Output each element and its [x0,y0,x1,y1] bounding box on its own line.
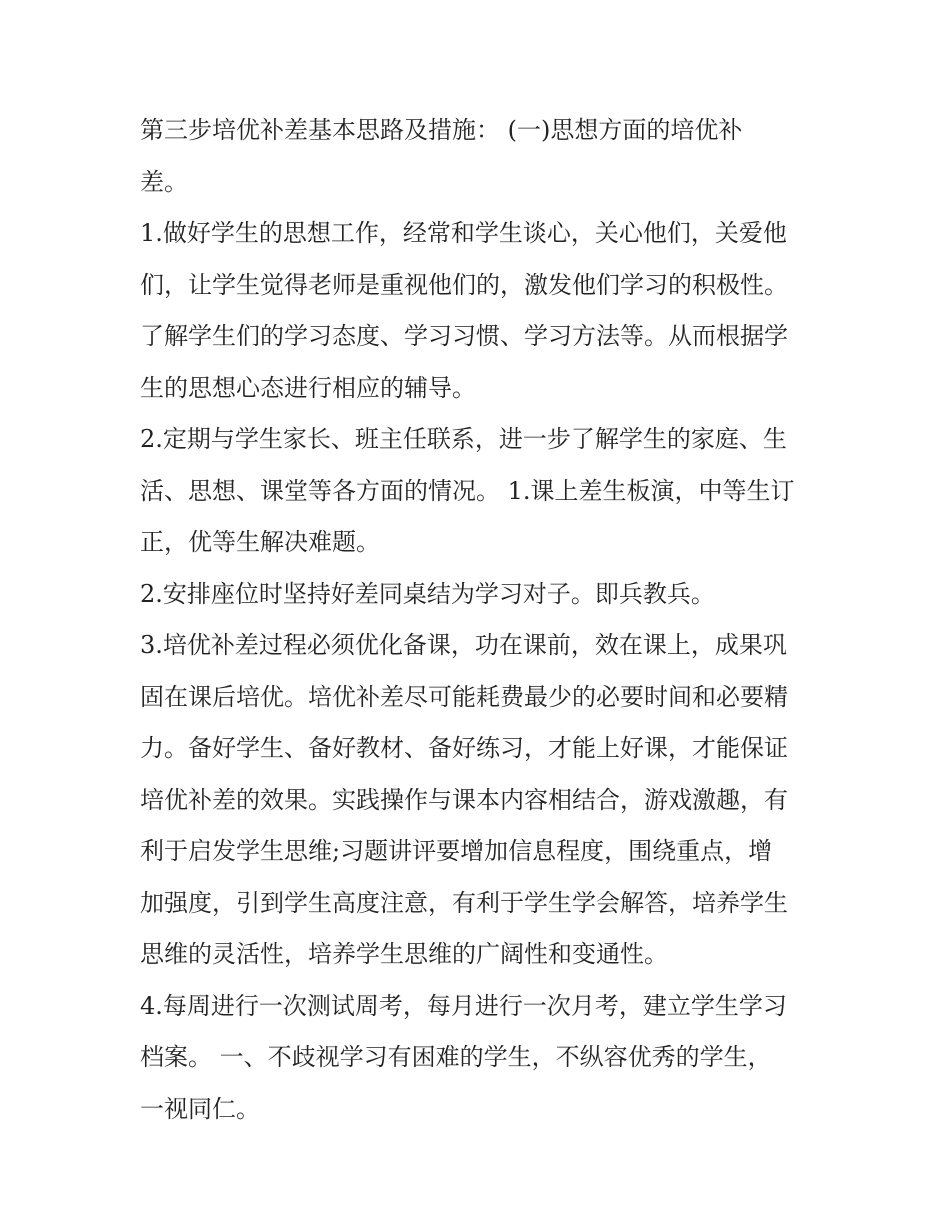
text-line: 3.培优补差过程必须优化备课，功在课前，效在课上，成果巩 [140,631,787,659]
text-line: 正，优等生解决难题。 [140,528,380,556]
text-line: 2.定期与学生家长、班主任联系，进一步了解学生的家庭、生 [140,425,787,453]
text-line: 1.做好学生的思想工作，经常和学生谈心，关心他们，关爱他 [140,219,787,247]
text-line: 了解学生们的学习态度、学习习惯、学习方法等。从而根据学 [140,322,788,350]
text-line: 培优补差的效果。实践操作与课本内容相结合，游戏激趣，有 [140,785,788,814]
text-line: 力。备好学生、备好教材、备好练习，才能上好课，才能保证 [140,734,788,762]
text-line: 差。 [140,167,188,196]
text-line: 加强度，引到学生高度注意，有利于学生学会解答，培养学生 [140,888,788,917]
text-line: 利于启发学生思维;习题讲评要增加信息程度，围绕重点，增 [140,837,773,865]
text-line: 一视同仁。 [140,1094,260,1123]
text-line: 思维的灵活性，培养学生思维的广阔性和变通性。 [140,940,668,968]
text-line: 4.每周进行一次测试周考，每月进行一次月考，建立学生学习 [140,991,787,1020]
text-line: 2.安排座位时坚持好差同桌结为学习对子。即兵教兵。 [140,579,715,608]
text-line: 第三步培优补差基本思路及措施： (一)思想方面的培优补 [140,116,743,144]
document-body [140,105,820,1135]
text-line: 固在课后培优。培优补差尽可能耗费最少的必要时间和必要精 [140,682,788,711]
text-line: 生的思想心态进行相应的辅导。 [140,373,476,402]
text-line: 们，让学生觉得老师是重视他们的，激发他们学习的积极性。 [140,270,788,299]
text-line: 档案。 一、不歧视学习有困难的学生，不纵容优秀的学生， [140,1043,772,1071]
text-line: 活、思想、课堂等各方面的情况。 1.课上差生板演，中等生订 [140,476,795,505]
